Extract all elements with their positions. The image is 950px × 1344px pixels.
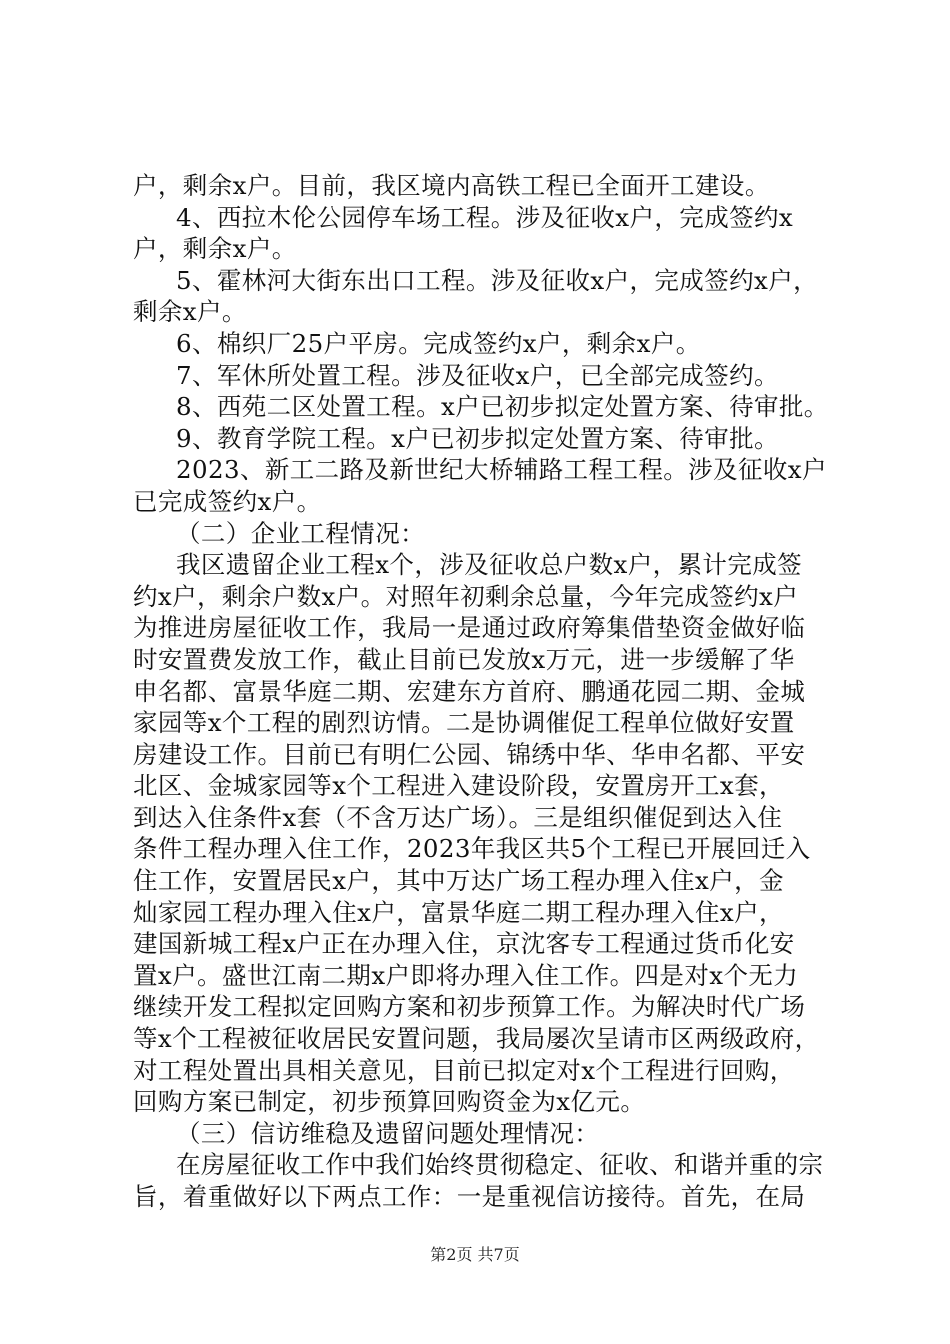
text-line: 在房屋征收工作中我们始终贯彻稳定、征收、和谐并重的宗 (176, 1150, 824, 1180)
text-line: 继续开发工程拟定回购方案和初步预算工作。为解决时代广场 (133, 992, 806, 1022)
text-line: 家园等x个工程的剧烈访情。二是协调催促工程单位做好安置 (133, 708, 795, 738)
text-line: 置x户。盛世江南二期x户即将办理入住工作。四是对x个无力 (133, 960, 799, 990)
text-line: 5、霍林河大街东出口工程。涉及征收x户，完成签约x户， (176, 265, 819, 295)
text-line: 8、西苑二区处置工程。x户已初步拟定处置方案、待审批。 (176, 392, 829, 422)
text-line: 等x个工程被征收居民安置问题，我局屡次呈请市区两级政府， (133, 1024, 820, 1054)
text-line: 7、军休所处置工程。涉及征收x户，已全部完成签约。 (176, 360, 779, 390)
text-line: 已完成签约x户。 (133, 486, 322, 516)
text-line: 回购方案已制定，初步预算回购资金为x亿元。 (133, 1087, 646, 1117)
text-line: 4、西拉木伦公园停车场工程。涉及征收x户，完成签约x (176, 202, 794, 232)
text-line: 旨，着重做好以下两点工作：一是重视信访接待。首先，在局 (133, 1182, 806, 1211)
text-line: 条件工程办理入住工作，2023年我区共5个工程已开展回迁入 (133, 834, 811, 864)
text-line: 我区遗留企业工程x个，涉及征收总户数x户，累计完成签 (176, 550, 803, 580)
text-line: 2023、新工二路及新世纪大桥辅路工程工程。涉及征收x户 (176, 455, 827, 485)
text-line: （三）信访维稳及遗留问题处理情况： (176, 1118, 600, 1148)
text-line: 剩余x户。 (133, 297, 247, 327)
text-line: 6、棉织厂25户平房。完成签约x户，剩余x户。 (176, 328, 701, 358)
text-line: 约x户，剩余户数x户。对照年初剩余总量，今年完成签约x户 (133, 581, 799, 611)
text-line: 户，剩余x户。目前，我区境内高铁工程已全面开工建设。 (133, 171, 770, 200)
text-line: 对工程处置出具相关意见，目前已拟定对x个工程进行回购， (133, 1055, 795, 1085)
text-line: 住工作，安置居民x户，其中万达广场工程办理入住x户，金 (133, 866, 784, 896)
text-line: 申名都、富景华庭二期、宏建东方首府、鹏通花园二期、金城 (133, 676, 806, 706)
text-line: 灿家园工程办理入住x户，富景华庭二期工程办理入住x户， (133, 897, 784, 927)
text-line: 北区、金城家园等x个工程进入建设阶段，安置房开工x套， (133, 771, 784, 801)
page-footer: 第2页 共7页 (430, 1245, 520, 1264)
text-line: 时安置费发放工作，截止目前已发放x万元，进一步缓解了华 (133, 644, 795, 674)
text-line: 9、教育学院工程。x户已初步拟定处置方案、待审批。 (176, 423, 779, 453)
text-line: 建国新城工程x户正在办理入住，京沈客专工程通过货币化安 (133, 929, 795, 959)
text-line: 房建设工作。目前已有明仁公园、锦绣中华、华申名都、平安 (133, 739, 806, 769)
text-line: 到达入住条件x套（不含万达广场）。三是组织催促到达入住 (133, 802, 783, 832)
text-line: 户，剩余x户。 (133, 234, 297, 264)
text-line: 为推进房屋征收工作，我局一是通过政府筹集借垫资金做好临 (133, 613, 806, 643)
document-body (133, 170, 845, 1213)
text-line: （二）企业工程情况： (176, 518, 425, 548)
